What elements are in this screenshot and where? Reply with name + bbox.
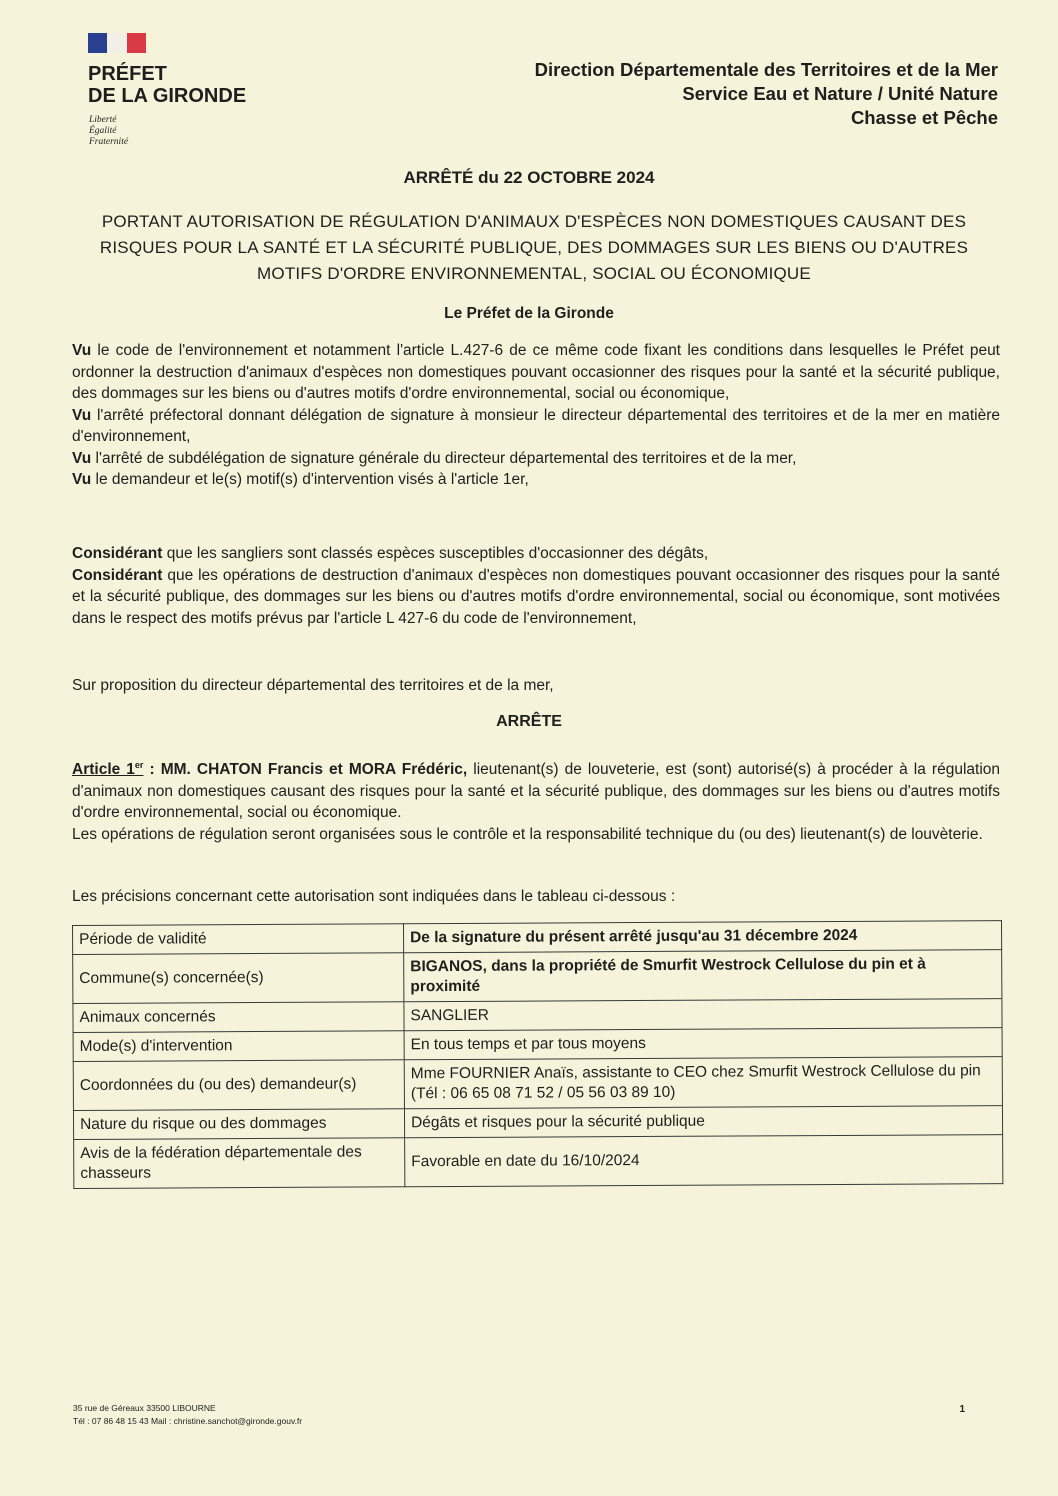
motto-egalite: Égalité — [89, 126, 117, 136]
issuing-department — [535, 58, 998, 130]
sur-proposition: Sur proposition du directeur départemental des territoires et de la mer, — [72, 677, 554, 694]
vu-paragraph: Vu le code de l'environnement et notamment l'article L.427-6 de ce même code fixant les conditions dans lesquelles le Préfet peut ordonner la destruction d'animaux d'espèces non domestiques pouvant occasionner des risques pour la santé et la sécurité publique, des dommages sur les biens ou d'autres motifs d'ordre environnemental, social ou économique, — [72, 342, 1000, 402]
table-row — [73, 1057, 1002, 1111]
considerant-paragraph: Considérant que les opérations de destruction d'animaux d'espèces non domestiques pouvant occasionner des risques pour la santé et la sécurité publique, des dommages sur les biens ou d'autres motifs d'ordre environnemental, social ou économique, sont motivées dans le respect des motifs prévus par l'article L 427-6 du code de l'environnement, — [72, 566, 1000, 627]
vu-paragraph: Vu l'arrêté préfectoral donnant délégation de signature à monsieur le directeur départemental des territoires et de la mer en matière d'environnement, — [72, 406, 1000, 445]
motto-fraternite: Fraternité — [89, 137, 129, 147]
marianne-flag-icon — [88, 33, 146, 53]
article-1 — [72, 755, 1000, 845]
table-cell-label: Coordonnées du (ou des) demandeur(s) — [73, 1060, 404, 1111]
considerant-paragraph: Considérant que les sangliers sont classés espèces susceptibles d'occasionner des dégâts, — [72, 545, 709, 562]
precisions-intro: Les précisions concernant cette autorisation sont indiquées dans le tableau ci-dessous : — [72, 888, 676, 905]
prefet-heading: Le Préfet de la Gironde — [444, 305, 614, 322]
prefet-name-line2: DE LA GIRONDE — [88, 85, 247, 107]
table-row — [74, 1135, 1003, 1189]
table-cell-label: Période de validité — [73, 924, 404, 955]
document-subject: PORTANT AUTORISATION DE RÉGULATION D'ANIMAUX D'ESPÈCES NON DOMESTIQUES CAUSANT DES RISQUES POUR LA SANTÉ ET LA SÉCURITÉ PUBLIQUE, DES DOMMAGES SUR LES BIENS OU D'AUTRES MOTIFS D'ORDRE ENVIRONNEMENTAL, SOCIAL OU ÉCONOMIQUE — [99, 212, 969, 283]
article-1-paragraph-2: Les opérations de régulation seront organisées sous le contrôle et la responsabilité technique du (ou des) lieutenant(s) de louvèterie. — [72, 825, 983, 843]
article-1-label: Article 1er — [72, 760, 144, 779]
table-cell-value: SANGLIER — [404, 999, 1002, 1031]
prefecture-logo — [88, 33, 288, 148]
footer-contact — [73, 1402, 302, 1428]
vu-paragraph: Vu l'arrêté de subdélégation de signature générale du directeur départemental des territoires et de la mer, — [72, 449, 797, 467]
table-cell-label: Mode(s) d'intervention — [73, 1031, 404, 1062]
vu-section — [72, 340, 1000, 491]
vu-paragraph: Vu le demandeur et le(s) motif(s) d'intervention visés à l'article 1er, — [72, 471, 529, 488]
table-cell-value: De la signature du présent arrêté jusqu'au 31 décembre 2024 — [403, 921, 1001, 953]
prefet-name-line1: PRÉFET — [88, 63, 167, 85]
authorization-details-table — [72, 920, 1003, 1189]
table-cell-value: Mme FOURNIER Anaïs, assistante to CEO chez Smurfit Westrock Cellulose du pin (Tél : 06 65 08 71 52 / 05 56 03 89 10) — [404, 1057, 1002, 1109]
service-line: Service Eau et Nature / Unité Nature — [682, 83, 998, 104]
considerant-section — [72, 543, 1000, 629]
table-cell-label: Nature du risque ou des dommages — [73, 1109, 404, 1140]
table-cell-value: Dégâts et risques pour la sécurité publique — [404, 1106, 1002, 1138]
page-number: 1 — [959, 1404, 965, 1415]
table-cell-value: Favorable en date du 16/10/2024 — [405, 1135, 1003, 1187]
table-cell-label: Avis de la fédération départementale des chasseurs — [74, 1138, 405, 1189]
arrete-heading: ARRÊTE — [496, 713, 562, 730]
article-1-paragraph: Article 1er : MM. CHATON Francis et MORA Frédéric, lieutenant(s) de louveterie, est (sont) autorisé(s) à procéder à la régulation d'animaux non domestiques causant des risques pour la santé et la sécurité publique, des dommages sur les biens ou d'autres motifs d'ordre environnemental, social ou économique. — [72, 760, 1001, 822]
direction-line: Direction Départementale des Territoires et de la Mer — [534, 59, 998, 80]
table-cell-value: En tous temps et par tous moyens — [404, 1028, 1002, 1060]
document-title: ARRÊTÉ du 22 OCTOBRE 2024 — [403, 168, 655, 187]
table-cell-value: BIGANOS, dans la propriété de Smurfit Westrock Cellulose du pin et à proximité — [404, 950, 1002, 1002]
motto-liberte: Liberté — [89, 115, 117, 125]
footer-address: 35 rue de Géreaux 33500 LIBOURNE — [73, 1403, 216, 1413]
table-row — [73, 950, 1002, 1004]
republic-motto — [89, 115, 288, 148]
table-cell-label: Animaux concernés — [73, 1002, 404, 1033]
unit-line: Chasse et Pêche — [850, 107, 998, 128]
louvetiers-names: MM. CHATON Francis et MORA Frédéric, — [160, 761, 468, 779]
table-cell-label: Commune(s) concernée(s) — [73, 953, 404, 1004]
footer-phone-mail: Tél : 07 86 48 15 43 Mail : christine.sanchot@gironde.gouv.fr — [73, 1416, 303, 1426]
